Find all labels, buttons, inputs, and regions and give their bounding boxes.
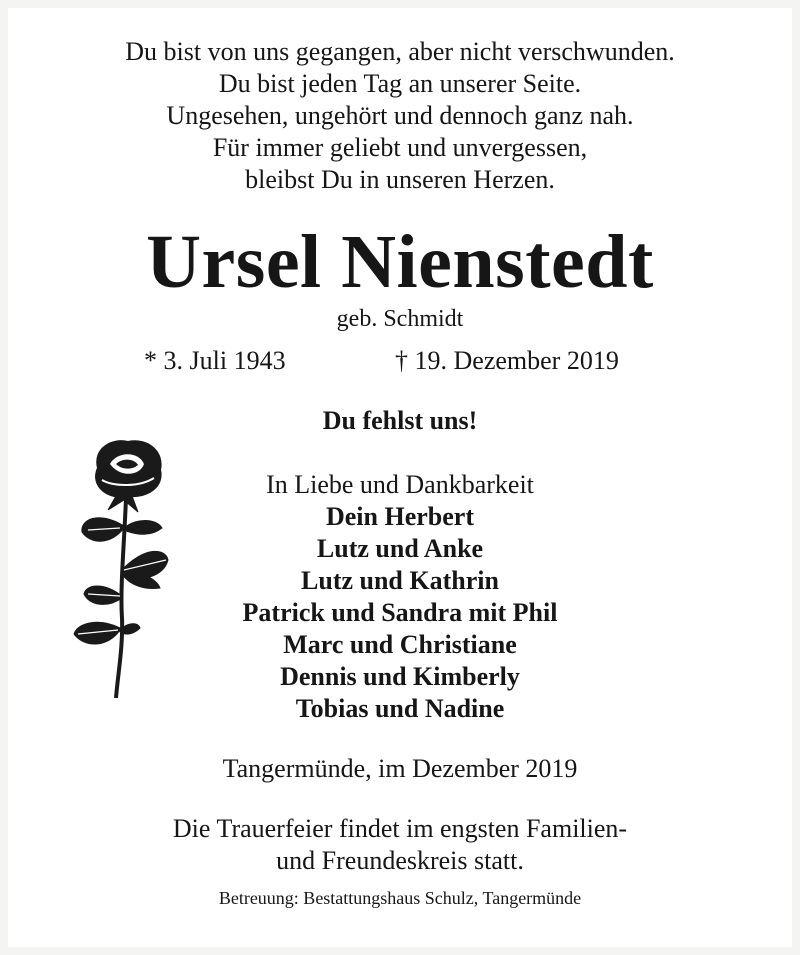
ceremony-line-1: Die Trauerfeier findet im engsten Familien-	[172, 814, 628, 843]
poem-line-5: bleibst Du in unseren Herzen.	[245, 165, 555, 194]
deceased-name: Ursel Nienstedt	[146, 220, 654, 304]
mourner-6: Dennis und Kimberly	[280, 662, 520, 691]
mourner-2: Lutz und Anke	[316, 534, 484, 563]
poem-line-1: Du bist von uns gegangen, aber nicht verschwunden.	[125, 37, 675, 66]
poem-line-3: Ungesehen, ungehört und dennoch ganz nah.	[166, 101, 634, 130]
birth-name: geb. Schmidt	[336, 306, 464, 332]
mourner-3: Lutz und Kathrin	[301, 566, 499, 595]
place-date: Tangermünde, im Dezember 2019	[222, 754, 578, 783]
mourner-1: Dein Herbert	[325, 502, 474, 531]
mourner-4: Patrick und Sandra mit Phil	[242, 598, 558, 627]
ceremony-line-2: und Freundeskreis statt.	[276, 846, 524, 875]
funeral-home-credit: Betreuung: Bestattungshaus Schulz, Tangermünde	[218, 888, 582, 908]
poem-line-2: Du bist jeden Tag an unserer Seite.	[218, 69, 582, 98]
birth-date: * 3. Juli 1943	[144, 346, 286, 375]
closing-line: In Liebe und Dankbarkeit	[266, 470, 534, 499]
headline: Du fehlst uns!	[322, 406, 478, 435]
mourner-7: Tobias und Nadine	[295, 694, 505, 723]
poem-line-4: Für immer geliebt und unvergessen,	[212, 133, 588, 162]
death-date: † 19. Dezember 2019	[395, 346, 619, 375]
mourner-5: Marc und Christiane	[283, 630, 517, 659]
